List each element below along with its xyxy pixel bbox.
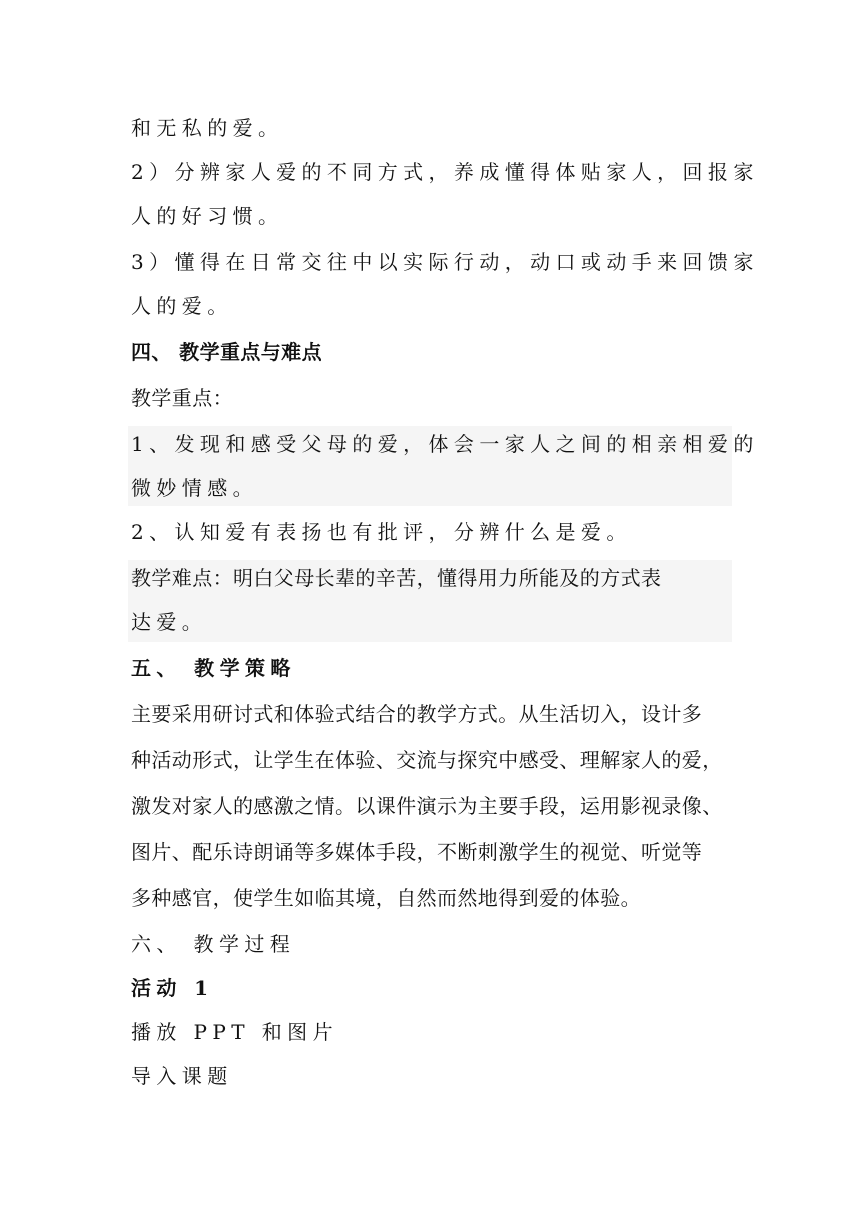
paragraph-line: 人的爱。 [131,294,233,318]
paragraph-line: 2、认知爱有表扬也有批评，分辨什么是爱。 [131,520,632,544]
section-heading: 五、 教学策略 [131,656,296,680]
paragraph-line: 多种感官，使学生如临其境，自然而然地得到爱的体验。 [131,886,641,910]
paragraph-line: 导入课题 [131,1064,233,1088]
paragraph-line: 主要采用研讨式和体验式结合的教学方式。从生活切入，设计多 [131,702,703,726]
paragraph-line: 2）分辨家人爱的不同方式，养成懂得体贴家人，回报家 [131,160,759,184]
paragraph-line: 1、发现和感受父母的爱，体会一家人之间的相亲相爱的 [131,432,759,456]
paragraph-line: 人的好习惯。 [131,204,284,228]
section-heading: 四、 教学重点与难点 [131,340,322,364]
paragraph-line: 激发对家人的感激之情。以课件演示为主要手段，运用影视录像、 [131,794,723,818]
activity-heading: 活动 1 [131,976,214,1000]
paragraph-line: 3）懂得在日常交往中以实际行动，动口或动手来回馈家 [131,250,759,274]
section-heading: 六、 教学过程 [131,932,296,956]
paragraph-line: 教学难点：明白父母长辈的辛苦，懂得用力所能及的方式表 [131,566,662,590]
subheading: 教学重点： [131,386,233,410]
paragraph-line: 达爱。 [131,610,208,634]
paragraph-line: 微妙情感。 [131,476,258,500]
paragraph-line: 和无私的爱。 [131,116,284,140]
paragraph-line: 图片、配乐诗朗诵等多媒体手段，不断刺激学生的视觉、听觉等 [131,840,703,864]
paragraph-line: 播放 PPT 和图片 [131,1020,338,1044]
paragraph-line: 种活动形式，让学生在体验、交流与探究中感受、理解家人的爱， [131,748,723,772]
